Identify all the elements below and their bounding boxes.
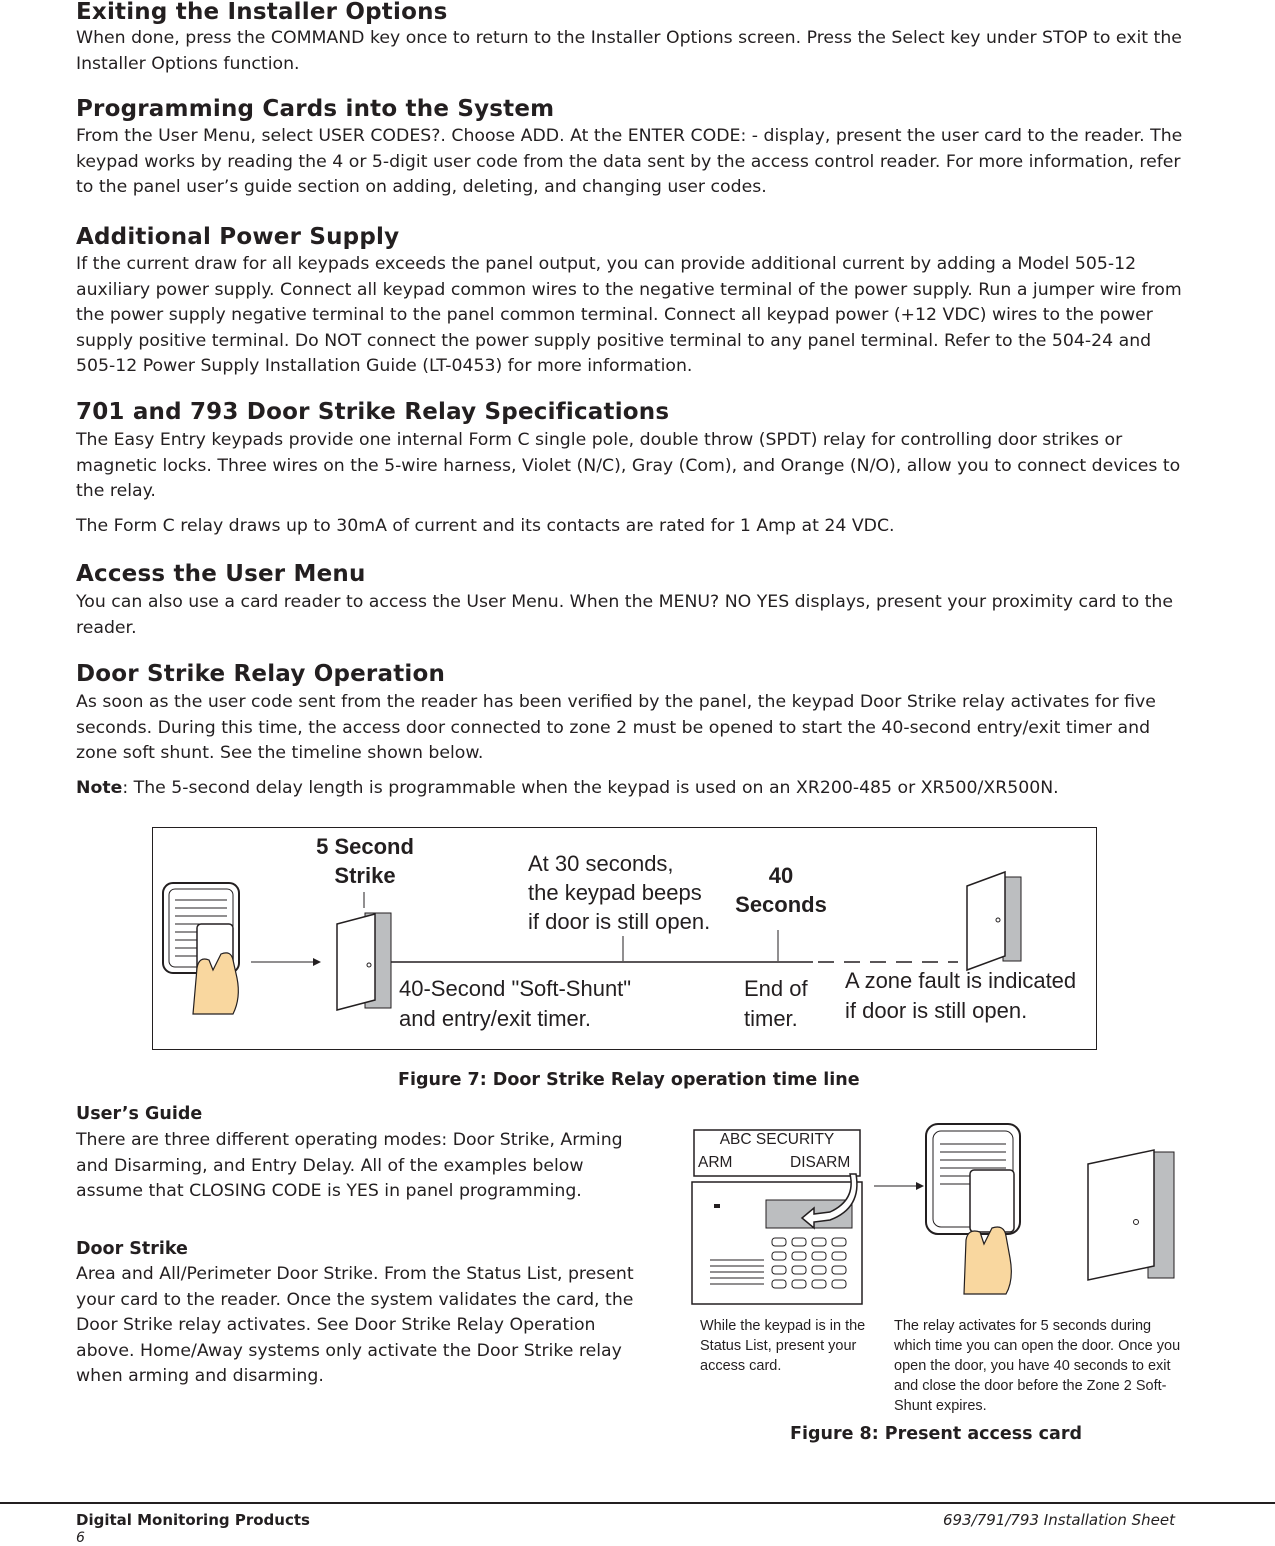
figure-8-right-caption: The relay activates for 5 seconds during which time you can open the door. Once you open the door, you have 40 seconds to exit and close the door before the Zone 2 Soft-Shunt expires. xyxy=(894,1318,1181,1414)
soft-shunt-label xyxy=(399,974,631,1034)
door-closed-icon xyxy=(337,913,391,1010)
section-title-access-user-menu: Access the User Menu xyxy=(76,561,366,587)
note-label: Note xyxy=(76,778,123,798)
footer-divider xyxy=(0,1502,1275,1504)
keypad-display-arm: ARM xyxy=(698,1154,733,1171)
arrow-icon xyxy=(251,958,321,966)
figure-7-caption: Figure 7: Door Strike Relay operation time line xyxy=(398,1070,860,1090)
strike-label-line-1: 5 Second xyxy=(316,834,414,859)
section-title-door-strike-operation: Door Strike Relay Operation xyxy=(76,661,446,687)
card-reader-icon xyxy=(926,1124,1020,1294)
shunt-label-line-1: 40-Second "Soft-Shunt" xyxy=(399,976,632,1001)
end-label-line-1: End of xyxy=(744,976,808,1001)
footer-company: Digital Monitoring Products xyxy=(76,1511,310,1529)
paragraph-programming-cards: From the User Menu, select USER CODES?. Choose ADD. At the ENTER CODE: - display, present the user card to the reader. The keypad works by reading the 4 or 5-digit user code from the data sent by the access control reader. For more information, refer to the panel user’s guide section on adding, deleting, and changing user codes. xyxy=(76,126,1183,198)
section-title-programming-cards: Programming Cards into the System xyxy=(76,96,555,122)
beep-label-line-2: the keypad beeps xyxy=(528,880,702,905)
strike-label-line-2: Strike xyxy=(334,863,396,888)
shunt-label-line-2: and entry/exit timer. xyxy=(399,1006,591,1031)
keypad-display-line-1: ABC SECURITY xyxy=(719,1131,835,1148)
footer-document-title: 693/791/793 Installation Sheet xyxy=(943,1511,1175,1529)
figure-7-timeline xyxy=(152,827,1097,1050)
note-text: : The 5-second delay length is programmable when the keypad is used on an XR200-485 or XR500/XR500N. xyxy=(122,778,1059,798)
arrow-icon xyxy=(874,1182,924,1190)
strike-label xyxy=(315,832,415,890)
paragraph-relay-specs-2: The Form C relay draws up to 30mA of current and its contacts are rated for 1 Amp at 24 VDC. xyxy=(76,516,895,536)
paragraph-exiting-installer: When done, press the COMMAND key once to return to the Installer Options screen. Press the Select key under STOP to exit the Installer Options function. xyxy=(76,28,1182,74)
paragraph-relay-specs-1: The Easy Entry keypads provide one internal Form C single pole, double throw (SPDT) relay for controlling door strikes or magnetic locks. Three wires on the 5-wire harness, Violet (N/C), Gray (Com), and Orange (N/O), allow you to connect devices to the relay. xyxy=(76,430,1181,502)
forty-label-line-2: Seconds xyxy=(735,892,827,917)
zone-fault-label xyxy=(845,966,1076,1026)
end-label-line-2: timer. xyxy=(744,1006,798,1031)
fault-label-line-2: if door is still open. xyxy=(845,998,1028,1023)
beep-label xyxy=(528,849,710,936)
footer-page-number: 6 xyxy=(76,1530,85,1546)
figure-8-caption: Figure 8: Present access card xyxy=(790,1424,1083,1444)
door-open-icon xyxy=(967,872,1021,970)
paragraph-access-user-menu: You can also use a card reader to access the User Menu. When the MENU? NO YES displays, present your proximity card to the reader. xyxy=(76,592,1174,638)
hand-with-card-icon xyxy=(193,924,238,1014)
beep-label-line-3: if door is still open. xyxy=(528,909,711,934)
keypad-display-disarm: DISARM xyxy=(790,1154,851,1171)
door-icon xyxy=(1088,1150,1174,1280)
beep-label-line-1: At 30 seconds, xyxy=(528,851,674,876)
figure-8-diagram xyxy=(690,1120,1190,1320)
paragraph-additional-power: If the current draw for all keypads exceeds the panel output, you can provide additional current by adding a Model 505-12 auxiliary power supply. Connect all keypad common wires to the negative terminal of the power supply. Run a jumper wire from the power supply negative terminal to the panel common terminal. Connect all keypad power (+12 VDC) wires to the power supply positive terminal. Do NOT connect the power supply positive terminal to any panel terminal. Refer to the 504-24 and 505-12 Power Supply Installation Guide (LT-0453) for more information. xyxy=(76,254,1182,377)
forty-seconds-label xyxy=(731,861,831,919)
fault-label-line-1: A zone fault is indicated xyxy=(845,968,1077,993)
paragraph-door-strike-operation: As soon as the user code sent from the reader has been verified by the panel, the keypad Door Strike relay activates for five seconds. During this time, the access door connected to zone 2 must be opened to start the 40-second entry/exit timer and zone soft shunt. See the timeline shown below. xyxy=(76,692,1156,764)
figure-8-left-caption: While the keypad is in the Status List, present your access card. xyxy=(700,1318,866,1374)
note-paragraph xyxy=(76,776,1186,802)
forty-label-line-1: 40 xyxy=(768,863,794,888)
door-strike-text: Area and All/Perimeter Door Strike. From the Status List, present your card to the reader. Once the system validates the card, the Door Strike relay activates. See Door Strike Relay Operation above. Home/Away systems only activate the Door Strike relay when arming and disarming. xyxy=(76,1264,634,1387)
section-title-additional-power: Additional Power Supply xyxy=(76,224,400,250)
section-title-relay-specs: 701 and 793 Door Strike Relay Specifications xyxy=(76,399,670,425)
section-title-exiting-installer: Exiting the Installer Options xyxy=(76,0,448,25)
users-guide-intro: There are three different operating modes: Door Strike, Arming and Disarming, and Entry Delay. All of the examples below assume that CLOSING CODE is YES in panel programming. xyxy=(76,1130,623,1202)
end-of-timer-label xyxy=(744,974,808,1034)
users-guide-title: User’s Guide xyxy=(76,1104,203,1124)
door-strike-title: Door Strike xyxy=(76,1239,188,1259)
